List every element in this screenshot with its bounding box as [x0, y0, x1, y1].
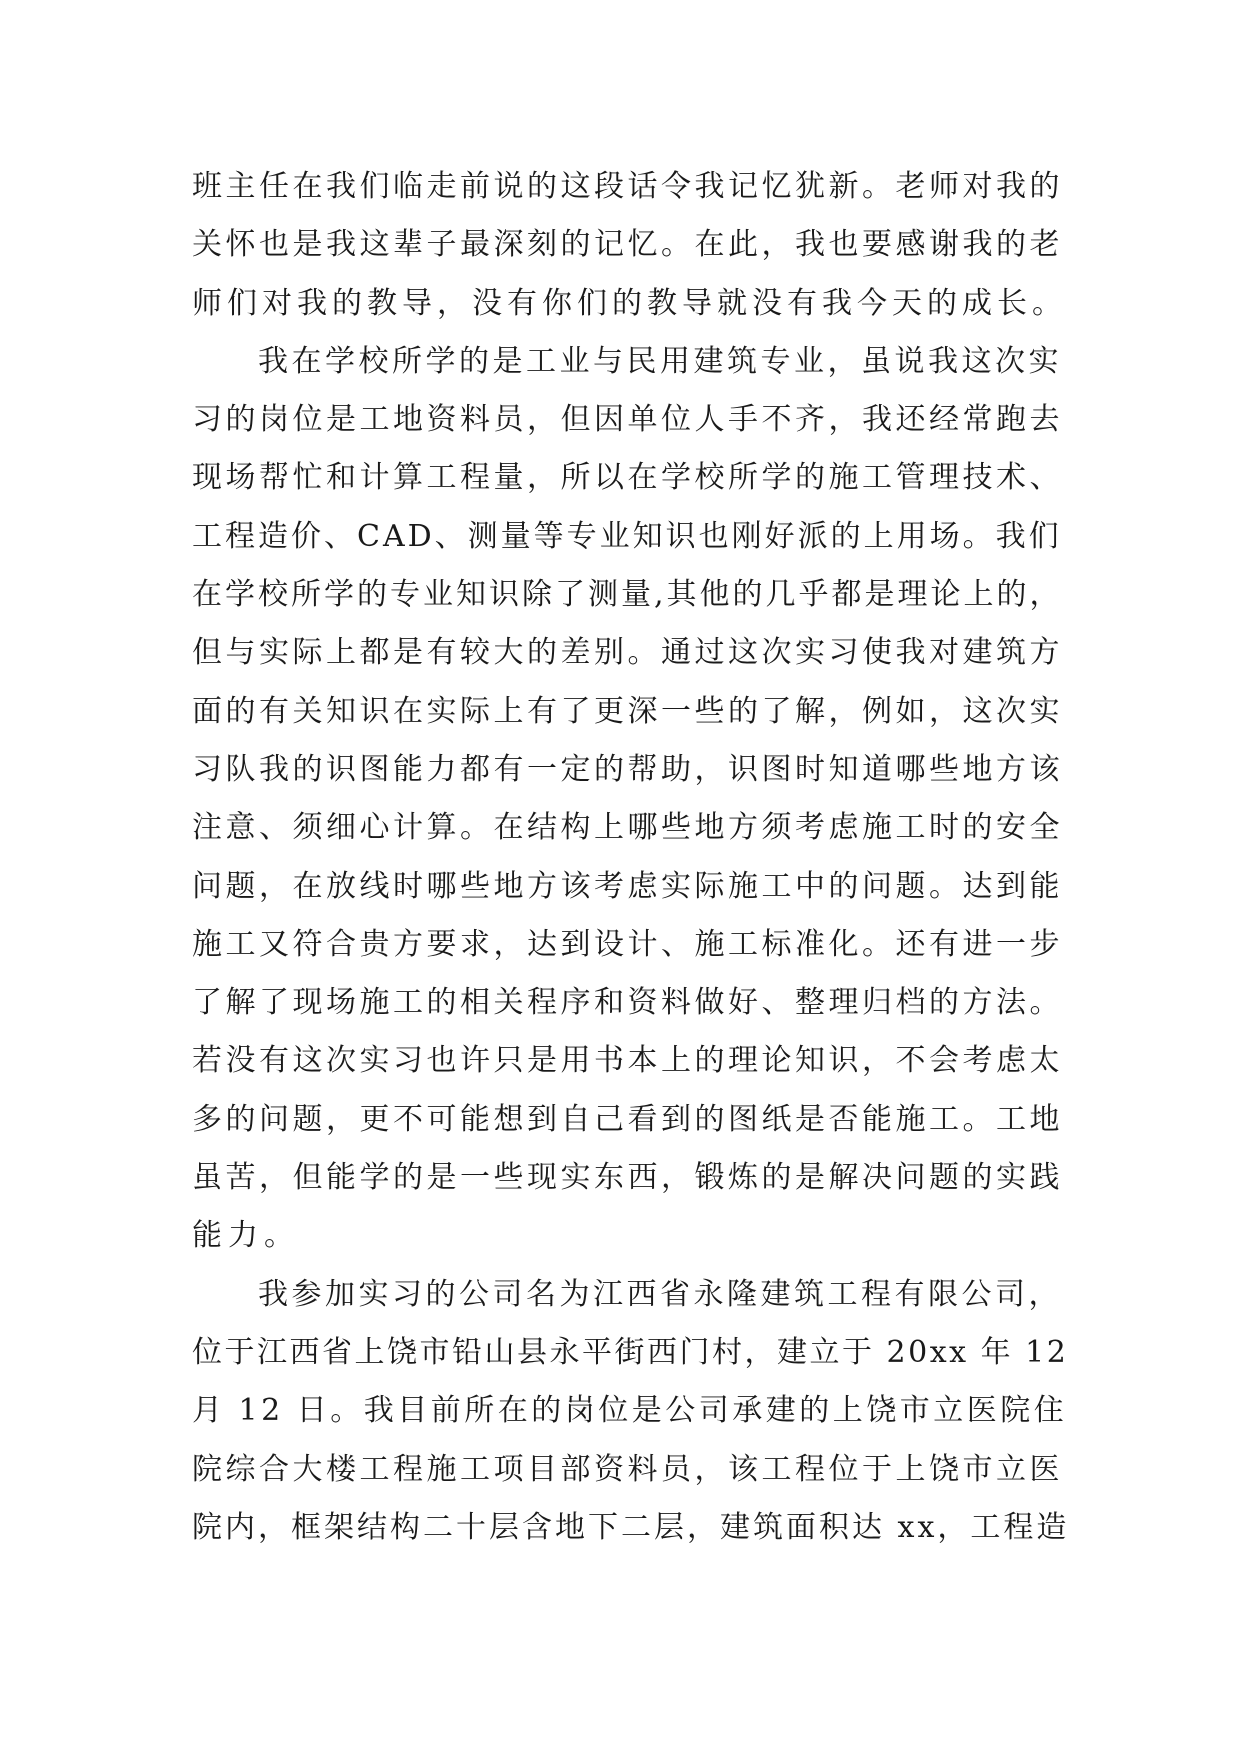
text-line: 注意、须细心计算。在结构上哪些地方须考虑施工时的安全 — [192, 810, 1063, 846]
text-line: 施工又符合贵方要求，达到设计、施工标准化。还有进一步 — [192, 926, 1063, 962]
text-line: 现场帮忙和计算工程量，所以在学校所学的施工管理技术、 — [192, 460, 1063, 496]
text-line: 能力。 — [192, 1218, 300, 1254]
paragraph-first-line: 我参加实习的公司名为江西省永隆建筑工程有限公司， — [258, 1276, 1062, 1312]
text-line: 面的有关知识在实际上有了更深一些的了解，例如，这次实 — [192, 693, 1063, 729]
text-line: 习队我的识图能力都有一定的帮助，识图时知道哪些地方该 — [192, 751, 1063, 787]
text-line: 问题，在放线时哪些地方该考虑实际施工中的问题。达到能 — [192, 868, 1063, 904]
text-line: 但与实际上都是有较大的差别。通过这次实习使我对建筑方 — [192, 635, 1063, 671]
text-line: 院内，框架结构二十层含地下二层，建筑面积达 xx，工程造 — [192, 1509, 1070, 1545]
text-line: 多的问题，更不可能想到自己看到的图纸是否能施工。工地 — [192, 1101, 1063, 1137]
text-line: 月 12 日。我目前所在的岗位是公司承建的上饶市立医院住 — [192, 1393, 1068, 1429]
text-line: 在学校所学的专业知识除了测量,其他的几乎都是理论上的， — [192, 577, 1063, 613]
text-line: 师们对我的教导，没有你们的教导就没有我今天的成长。 — [192, 285, 1067, 321]
text-line: 了解了现场施工的相关程序和资料做好、整理归档的方法。 — [192, 985, 1063, 1021]
paragraph-first-line: 我在学校所学的是工业与民用建筑专业，虽说我这次实 — [258, 343, 1062, 379]
text-line: 班主任在我们临走前说的这段话令我记忆犹新。老师对我的 — [192, 169, 1063, 204]
text-line: 关怀也是我这辈子最深刻的记忆。在此，我也要感谢我的老 — [192, 227, 1063, 263]
text-line: 虽苦，但能学的是一些现实东西，锻炼的是解决问题的实践 — [192, 1160, 1063, 1196]
text-line: 院综合大楼工程施工项目部资料员，该工程位于上饶市立医 — [192, 1451, 1063, 1487]
text-line: 位于江西省上饶市铅山县永平街西门村，建立于 20xx 年 12 — [192, 1334, 1069, 1370]
text-line: 习的岗位是工地资料员，但因单位人手不齐，我还经常跑去 — [192, 402, 1063, 438]
body-text — [192, 158, 1072, 1557]
text-line: 工程造价、CAD、测量等专业知识也刚好派的上用场。我们 — [192, 518, 1062, 554]
text-line: 若没有这次实习也许只是用书本上的理论知识，不会考虑太 — [192, 1043, 1063, 1079]
